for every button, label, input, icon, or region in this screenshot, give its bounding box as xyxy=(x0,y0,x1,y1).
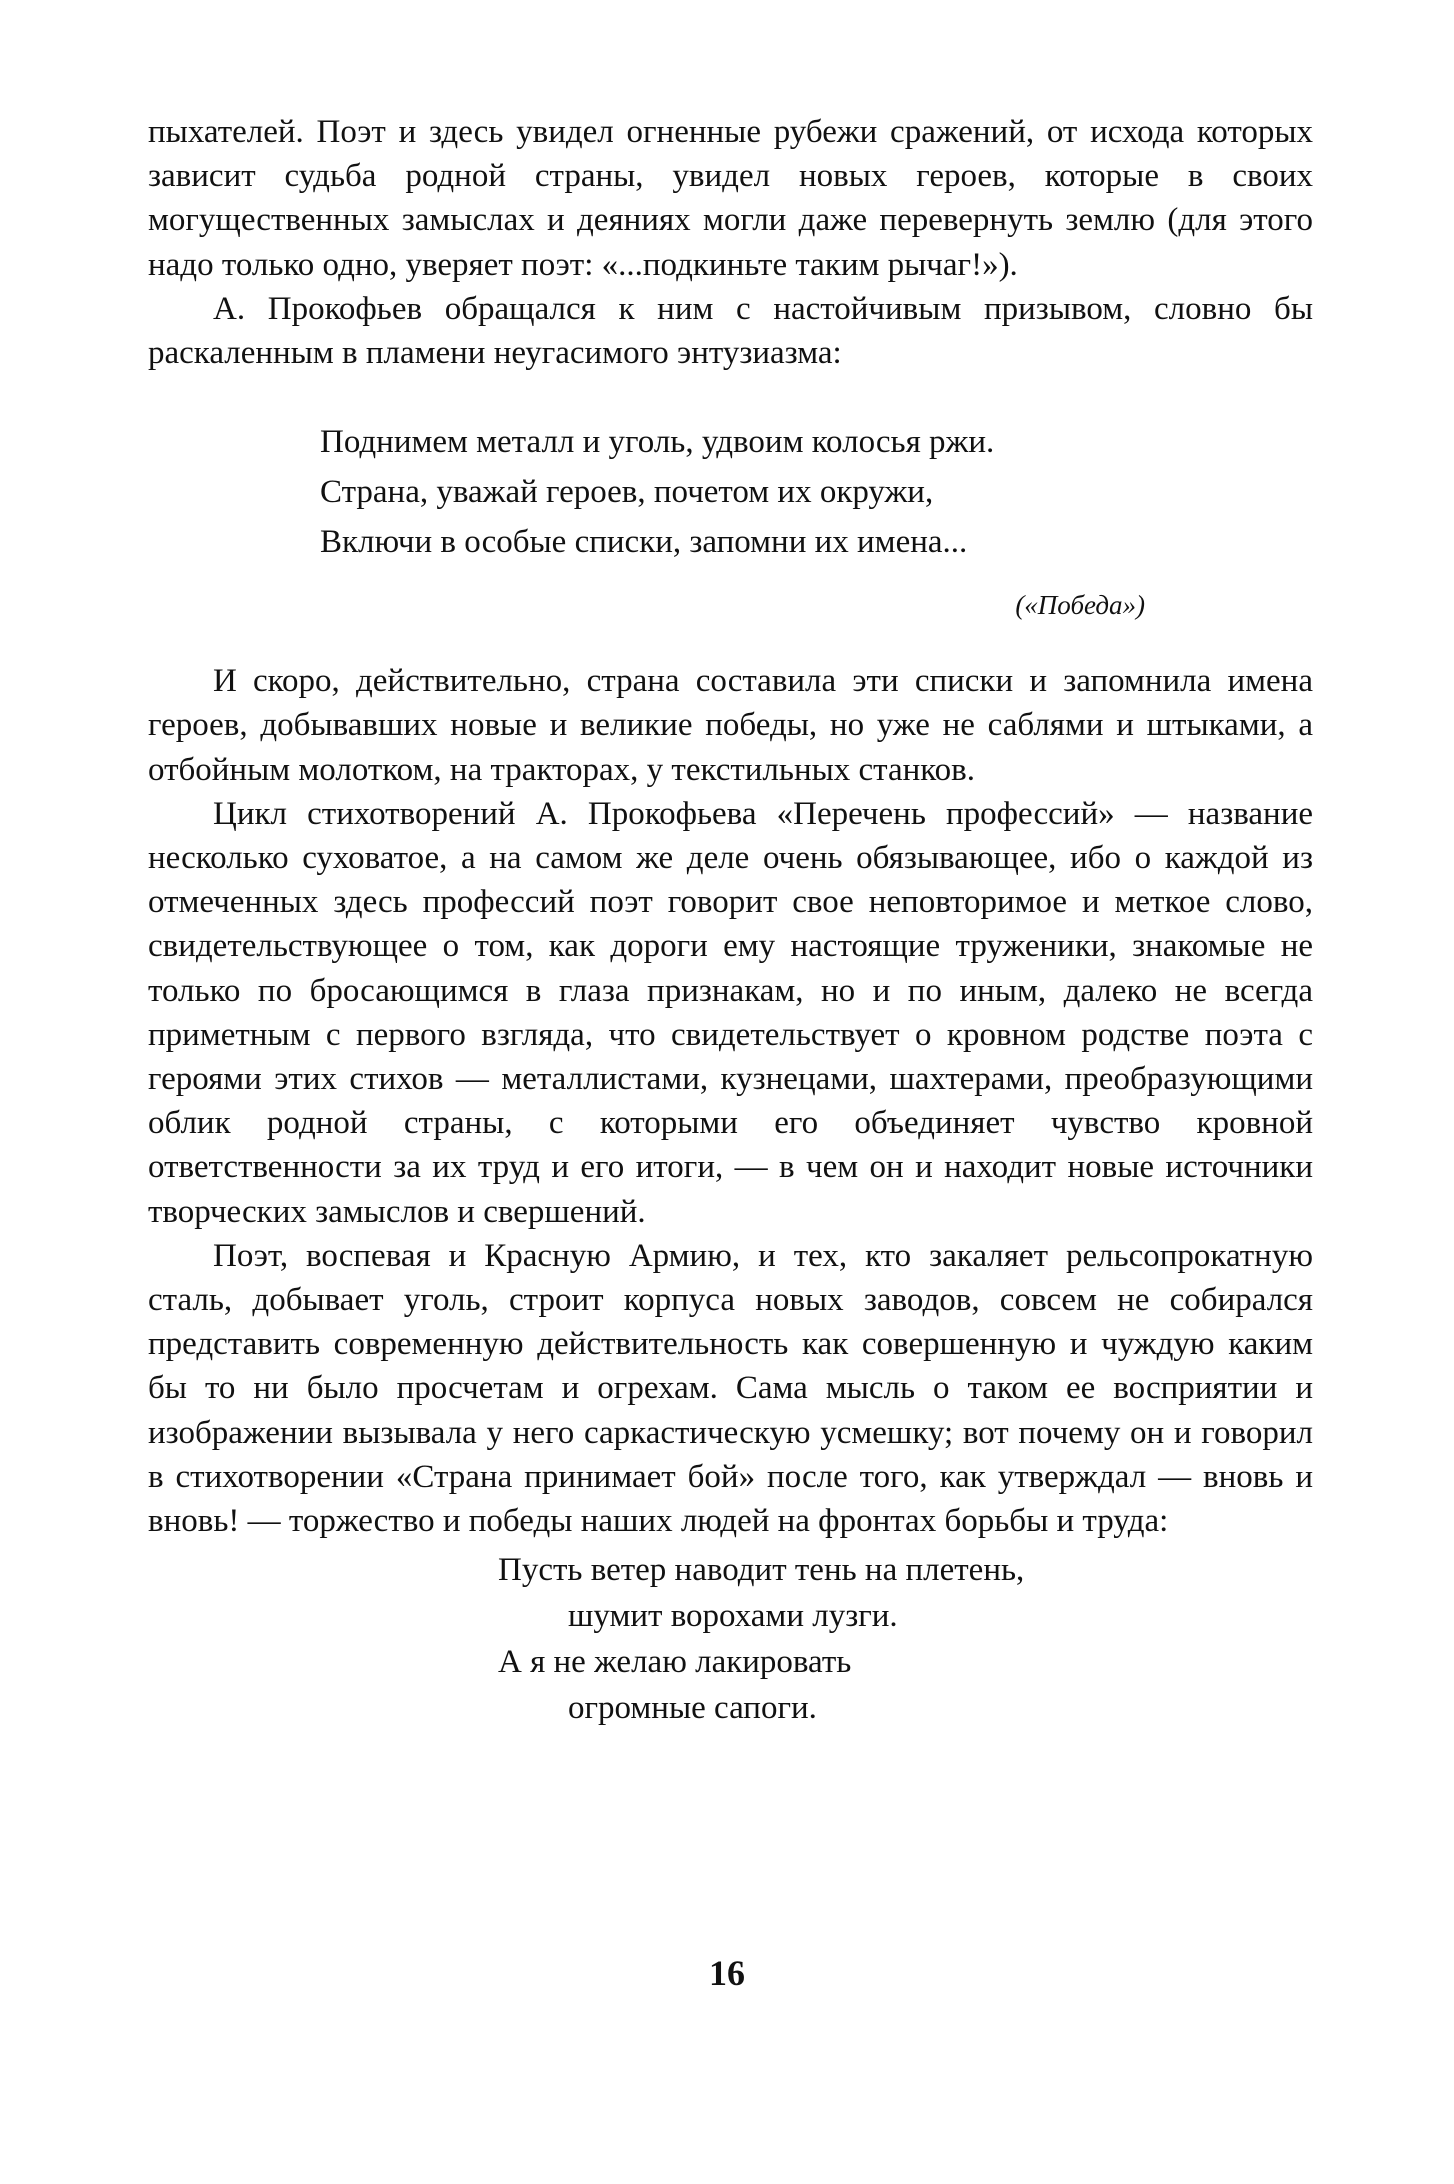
verse-line: Страна, уважай героев, почетом их окружи, xyxy=(320,474,934,511)
verse-quote-1 xyxy=(320,417,1313,567)
page-body xyxy=(148,110,1313,1731)
verse-line: А я не желаю лакировать xyxy=(498,1644,852,1681)
verse-line: Пусть ветер наводит тень на плетень, xyxy=(498,1552,1025,1589)
verse-line: Включи в особые списки, запомни их имена... xyxy=(320,524,968,561)
paragraph-1: пыхателей. Поэт и здесь увидел огненные рубежи сражений, от исхода которых зависит судьба родной страны, увидел новых героев, которые в своих могущественных замыслах и деяниях могли даже перевернуть землю (для этого надо только одно, уверяет поэт: «...подкиньте таким рычаг!»). xyxy=(148,114,1313,283)
paragraph-3: И скоро, действительно, страна составила эти списки и запомнила имена героев, добывавших новые и великие победы, но уже не саблями и штыками, а отбойным молотком, на тракторах, у текстильных станков. xyxy=(148,663,1313,788)
page-number: 16 xyxy=(709,1953,745,1993)
verse-line: шумит ворохами лузги. xyxy=(568,1598,898,1635)
verse-source: («Победа») xyxy=(1015,590,1145,621)
paragraph-2: А. Прокофьев обращался к ним с настойчивым призывом, словно бы раскаленным в пламени неугасимого энтузиазма: xyxy=(148,290,1313,372)
verse-line: Поднимем металл и уголь, удвоим колосья ржи. xyxy=(320,424,995,461)
verse-quote-2 xyxy=(498,1547,1313,1731)
verse-line: огромные сапоги. xyxy=(568,1690,817,1727)
paragraph-4: Цикл стихотворений А. Прокофьева «Перечень профессий» — название несколько суховатое, а на самом же деле очень обязывающее, ибо о каждой из отмеченных здесь профессий поэт говорит свое неповторимое и меткое слово, свидетельствующее о том, как дороги ему настоящие труженики, знакомые не только по бросающимся в глаза признакам, но и по иным, далеко не всегда приметным с первого взгляда, что свидетельствует о кровном родстве поэта с героями этих стихов — металлистами, кузнецами, шахтерами, преобразующими облик родной страны, с которыми его объединяет чувство кровной ответственности за их труд и его итоги, — в чем он и находит новые источники творческих замыслов и свершений. xyxy=(148,795,1313,1230)
paragraph-5: Поэт, воспевая и Красную Армию, и тех, кто закаляет рельсопрокатную сталь, добывает уголь, строит корпуса новых заводов, совсем не собирался представить современную действительность как совершенную и чуждую каким бы то ни было просчетам и огрехам. Сама мысль о таком ее восприятии и изображении вызывала у него саркастическую усмешку; вот почему он и говорил в стихотворении «Страна принимает бой» после того, как утверждал — вновь и вновь! — торжество и победы наших людей на фронтах борьбы и труда: xyxy=(148,1237,1313,1540)
